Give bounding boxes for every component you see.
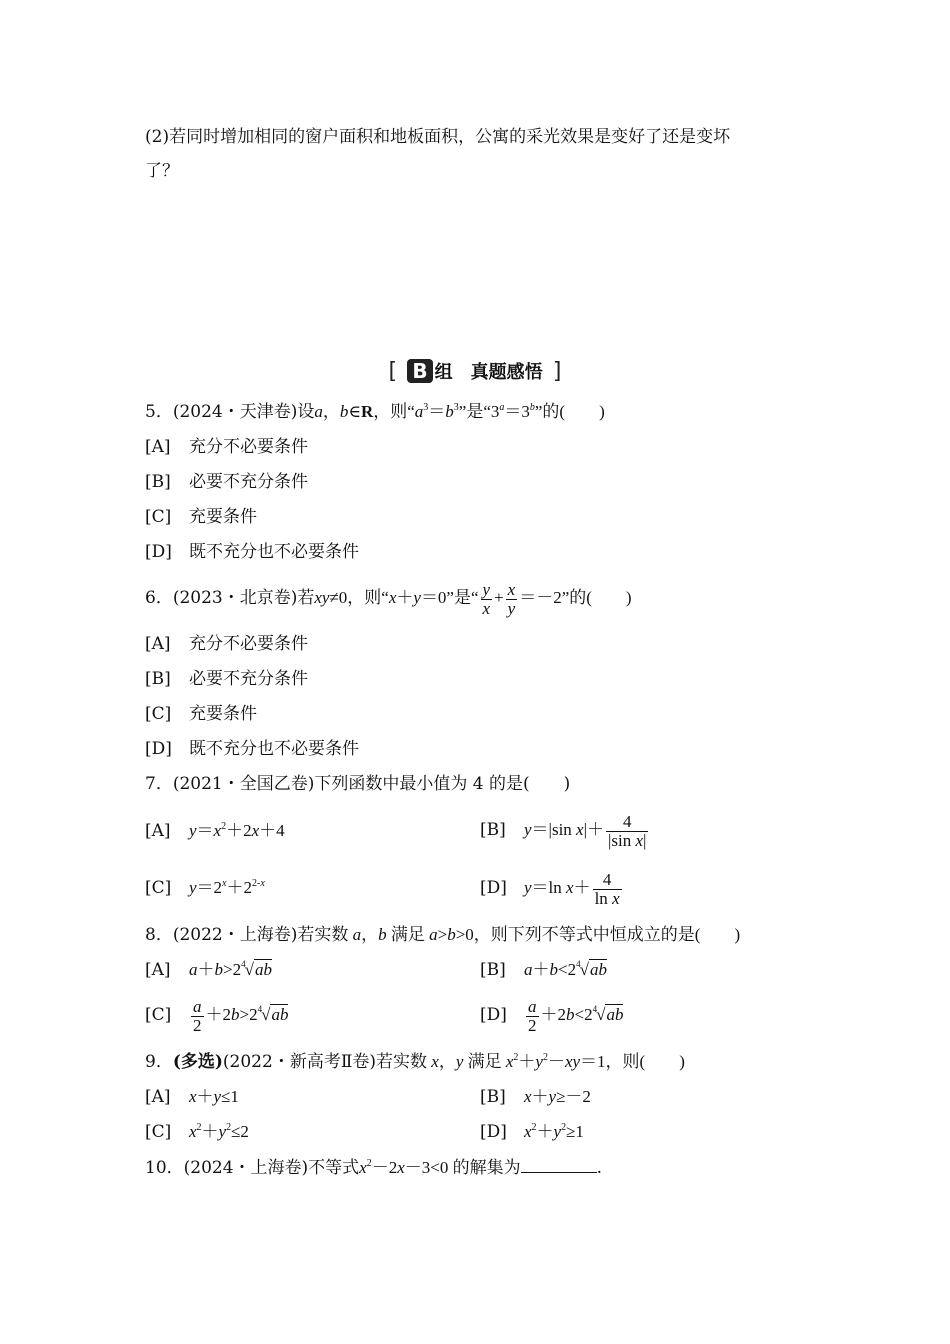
option-letter: [A] bbox=[145, 821, 171, 841]
option-text: 必要不充分条件 bbox=[189, 472, 308, 492]
option-math: $a+b>2^4√ab$ bbox=[189, 959, 272, 979]
question-5-option-c[interactable] bbox=[145, 506, 257, 528]
option-letter: [C] bbox=[145, 1005, 172, 1025]
stem-text: 的解集为 bbox=[452, 1158, 521, 1178]
stem-text: 若实数 bbox=[376, 1052, 428, 1072]
stem-text: 下列函数中最小值为 4 的是( ) bbox=[314, 774, 571, 794]
question-8-option-a[interactable] bbox=[145, 959, 272, 983]
question-7-option-d[interactable] bbox=[480, 864, 624, 912]
question-number: 9． bbox=[145, 1052, 173, 1072]
option-letter: [C] bbox=[145, 507, 172, 527]
group-b-badge: B bbox=[407, 359, 432, 383]
option-math: $x^2+y^2\ge 1$ bbox=[524, 1122, 584, 1141]
option-letter: [D] bbox=[480, 878, 507, 898]
question-8-stem bbox=[145, 924, 740, 946]
option-letter: [B] bbox=[480, 960, 506, 980]
question-source: (2024・上海卷) bbox=[183, 1158, 309, 1178]
question-8-option-b[interactable] bbox=[480, 959, 607, 983]
option-text: 充要条件 bbox=[189, 704, 257, 724]
question-number: 8． bbox=[145, 925, 173, 945]
question-number: 7． bbox=[145, 774, 173, 794]
intro-line-2: 了？ bbox=[145, 161, 179, 181]
option-letter: [B] bbox=[480, 820, 506, 840]
option-letter: [B] bbox=[145, 669, 171, 689]
question-9-option-c[interactable] bbox=[145, 1121, 249, 1143]
question-5-option-d[interactable] bbox=[145, 541, 359, 563]
question-number: 6． bbox=[145, 588, 173, 608]
option-math: $a+b<2^4√ab$ bbox=[524, 959, 607, 979]
question-7-option-c[interactable] bbox=[145, 877, 265, 899]
option-text: 必要不充分条件 bbox=[189, 669, 308, 689]
option-math: $y=x^2+2x+4$ bbox=[189, 821, 285, 840]
stem-text: 不等式 bbox=[308, 1158, 360, 1178]
option-letter: [A] bbox=[145, 634, 171, 654]
option-math: x＋y≤1 bbox=[189, 1087, 239, 1106]
option-math: x＋y≥－2 bbox=[524, 1087, 591, 1106]
option-text: 充分不必要条件 bbox=[189, 634, 308, 654]
stem-text: 若实数 bbox=[297, 925, 349, 945]
option-letter: [D] bbox=[480, 1005, 507, 1025]
question-6-option-a[interactable] bbox=[145, 633, 308, 655]
group-title: 组 真题感悟 bbox=[434, 362, 543, 383]
question-6-option-d[interactable] bbox=[145, 738, 359, 760]
question-8-option-d[interactable] bbox=[480, 993, 623, 1039]
question-9-option-d[interactable] bbox=[480, 1121, 584, 1143]
intro-line-1: (2)若同时增加相同的窗户面积和地板面积，公寓的采光效果是变好了还是变坏 bbox=[145, 127, 731, 147]
stem-text: 设 bbox=[297, 402, 315, 422]
math-expression: xy≠0，则“x＋y＝0”是“ $\frac{y}{x}$ + $\frac{x}{y}$ ＝－2”的( ) bbox=[314, 579, 632, 618]
option-letter: [B] bbox=[480, 1087, 506, 1107]
left-bracket: [ bbox=[388, 359, 398, 384]
option-text: 充要条件 bbox=[189, 507, 257, 527]
question-7-option-a[interactable] bbox=[145, 820, 285, 842]
stem-text: 若 bbox=[297, 588, 315, 608]
option-text: 既不充分也不必要条件 bbox=[189, 739, 359, 759]
option-text: 充分不必要条件 bbox=[189, 437, 308, 457]
math-expression: a，b∈R，则“$a^3=b^3$”是“$3^a=3^b$”的( ) bbox=[314, 402, 605, 421]
option-letter: [D] bbox=[480, 1122, 507, 1142]
option-letter: [C] bbox=[145, 704, 172, 724]
question-source: (2024・天津卷) bbox=[172, 402, 298, 422]
option-letter: [A] bbox=[145, 1087, 171, 1107]
option-math: y＝|sin x|＋ $\frac{4}{\text{|sin x|}}$ bbox=[524, 811, 647, 850]
option-math: $x^2+y^2\le 2$ bbox=[189, 1122, 249, 1141]
question-7-stem bbox=[145, 773, 570, 795]
question-source: (2022・新高考Ⅱ卷) bbox=[222, 1052, 377, 1072]
question-5-stem bbox=[145, 401, 605, 423]
question-9-option-b[interactable] bbox=[480, 1086, 591, 1108]
question-source: (2022・上海卷) bbox=[172, 925, 298, 945]
question-source: (2023・北京卷) bbox=[172, 588, 298, 608]
question-5-option-a[interactable] bbox=[145, 436, 308, 458]
multi-select-tag: (多选) bbox=[172, 1052, 223, 1072]
right-bracket: ] bbox=[552, 359, 562, 384]
option-letter: [C] bbox=[145, 878, 172, 898]
question-7-option-b[interactable] bbox=[480, 806, 650, 854]
question-10-stem bbox=[145, 1156, 602, 1179]
question-source: (2021・全国乙卷) bbox=[172, 774, 315, 794]
option-math: $\frac{a}{2}$ $+2b<2^4√ab$ bbox=[528, 996, 624, 1035]
period: . bbox=[596, 1158, 603, 1178]
question-9-stem bbox=[145, 1051, 685, 1073]
question-5-option-b[interactable] bbox=[145, 471, 308, 493]
option-letter: [B] bbox=[145, 472, 171, 492]
question-8-option-c[interactable] bbox=[145, 993, 288, 1039]
math-expression: x，y 满足 $x^2+y^2-xy=1$，则( ) bbox=[431, 1052, 685, 1071]
answer-blank[interactable] bbox=[521, 1156, 597, 1173]
option-letter: [D] bbox=[145, 542, 172, 562]
option-letter: [C] bbox=[145, 1122, 172, 1142]
math-expression: $x^2-2x-3<0$ bbox=[359, 1158, 453, 1177]
option-letter: [A] bbox=[145, 960, 171, 980]
math-expression: a，b 满足 a>b>0，则下列不等式中恒成立的是( ) bbox=[352, 925, 741, 944]
question-6-stem bbox=[145, 578, 632, 618]
question-6-option-c[interactable] bbox=[145, 703, 257, 725]
question-number: 5． bbox=[145, 402, 173, 422]
option-math: y＝ln x＋ $\frac{4}{\text{ln x}}$ bbox=[524, 869, 620, 908]
question-9-option-a[interactable] bbox=[145, 1086, 239, 1108]
question-number: 10． bbox=[145, 1158, 184, 1178]
question-6-option-b[interactable] bbox=[145, 668, 308, 690]
option-letter: [A] bbox=[145, 437, 171, 457]
option-math: $y=2^x+2^{2-x}$ bbox=[189, 878, 265, 897]
option-letter: [D] bbox=[145, 739, 172, 759]
group-header bbox=[0, 358, 950, 384]
option-math: $\frac{a}{2}$ $+2b>2^4√ab$ bbox=[193, 996, 289, 1035]
option-text: 既不充分也不必要条件 bbox=[189, 542, 359, 562]
